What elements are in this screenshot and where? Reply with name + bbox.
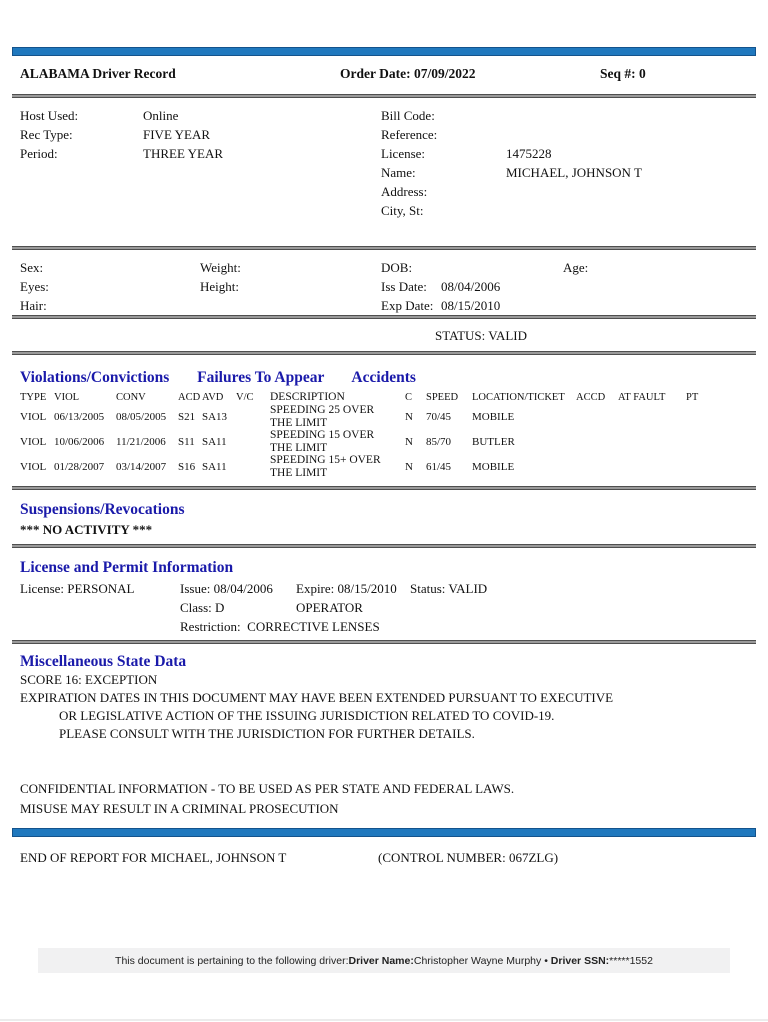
license-class [180,598,296,617]
summary-row [381,106,748,125]
footer-separator: • [541,954,551,967]
violations-table-body [20,404,748,479]
field-value: 1475228 [506,146,552,161]
heading-violations-convictions: Violations/Convictions [20,369,170,386]
summary-row [20,144,381,163]
class-value: D [215,600,225,615]
table-cell: MOBILE [472,410,515,423]
field-label: Period: [20,146,58,161]
confidential-line-1: CONFIDENTIAL INFORMATION - TO BE USED AS PER STATE AND FEDERAL LAWS. [20,781,515,796]
summary-section [0,106,768,220]
license-value: PERSONAL [67,581,135,596]
hair-label: Hair: [20,298,47,313]
table-row [20,454,748,479]
license-info-heading: License and Permit Information [20,559,234,576]
restriction [180,617,748,636]
status-label: Status: [410,581,446,596]
field-label: License: [381,146,426,161]
summary-row [381,144,748,163]
column-header: V/C [236,391,254,403]
report-header [0,66,768,84]
field-label: Host Used: [20,108,79,123]
license-status [410,579,748,598]
issue-date [180,579,296,598]
summary-row [381,163,748,182]
issue-label: Issue: [180,581,211,596]
divider [12,640,756,644]
misc-line: PLEASE CONSULT WITH THE JURISDICTION FOR FURTHER DETAILS. [59,726,475,741]
status-badge: STATUS: VALID [435,328,528,343]
summary-left [20,106,381,220]
class-description: OPERATOR [296,600,363,615]
confidential-notice [0,779,768,819]
suspensions-heading: Suspensions/Revocations [20,501,185,518]
table-cell: SA13 [202,410,228,423]
table-row [20,429,748,454]
table-cell: SPEEDING 25 OVER THE LIMIT [270,404,375,429]
table-cell: 03/14/2007 [116,460,167,473]
exp-date-label: Exp Date: [381,298,434,313]
weight-label: Weight: [200,260,241,275]
column-header: SPEED [426,391,459,403]
table-cell: 11/21/2006 [116,435,166,448]
table-row [20,404,748,429]
field-label: Reference: [381,127,438,142]
violations-headings [0,368,768,387]
column-header: PT [686,391,699,403]
column-header: ACCD [576,391,606,403]
exp-date-value: 08/15/2010 [441,298,501,313]
expire-date [296,579,410,598]
divider [12,544,756,548]
heading-accidents: Accidents [351,369,416,386]
order-date: Order Date: 07/09/2022 [340,66,476,81]
status-value: VALID [448,581,488,596]
column-header: VIOL [54,391,80,403]
field-value: FIVE YEAR [143,127,211,142]
table-cell: MOBILE [472,460,515,473]
misc-heading: Miscellaneous State Data [20,653,187,670]
field-value [506,125,748,144]
physical-section [0,258,768,315]
field-value: THREE YEAR [143,146,224,161]
end-of-report-text: END OF REPORT FOR MICHAEL, JOHNSON T [20,850,287,865]
divider [12,486,756,490]
divider [12,351,756,355]
table-cell: 10/06/2006 [54,435,105,448]
restriction-value: CORRECTIVE LENSES [247,619,380,634]
column-header: AVD [202,391,224,403]
table-cell: 01/28/2007 [54,460,105,473]
divider [12,315,756,319]
field-value [506,106,748,125]
field-label: Bill Code: [381,108,435,123]
summary-row [381,125,748,144]
license-label: License: [20,581,65,596]
table-cell: SPEEDING 15+ OVER THE LIMIT [270,454,381,479]
end-of-report [0,850,768,868]
table-cell: VIOL [20,410,47,423]
dob-label: DOB: [381,260,413,275]
table-cell: N [405,460,413,473]
summary-row [381,182,748,201]
driver-name-value: Christopher Wayne Murphy [413,954,542,967]
table-cell: S21 [178,410,196,423]
field-label: City, St: [381,203,424,218]
license-info-section [0,579,768,636]
iss-date-label: Iss Date: [381,279,427,294]
driver-footer-bar [38,948,730,973]
class-label: Class: [180,600,212,615]
driver-name-label: Driver Name: [348,954,414,967]
field-value [506,182,748,201]
table-cell: S16 [178,460,196,473]
column-header: DESCRIPTION [270,390,345,403]
misc-line: OR LEGISLATIVE ACTION OF THE ISSUING JURISDICTION RELATED TO COVID-19. [59,708,555,723]
confidential-line-2: MISUSE MAY RESULT IN A CRIMINAL PROSECUTION [20,801,339,816]
driver-ssn-label: Driver SSN: [550,954,610,967]
bottom-border [0,1019,768,1021]
table-cell: N [405,410,413,423]
table-cell: 06/13/2005 [54,410,105,423]
violations-table [0,390,768,479]
column-header: ACD [178,391,201,403]
column-header: AT FAULT [618,391,666,403]
column-header: C [405,391,413,403]
divider [12,246,756,250]
table-cell: VIOL [20,460,47,473]
field-value: MICHAEL, JOHNSON T [506,165,642,180]
divider [12,94,756,98]
summary-row [20,125,381,144]
field-value [506,201,748,220]
field-label: Name: [381,165,416,180]
table-cell: BUTLER [472,435,515,448]
misc-line: SCORE 16: EXCEPTION [20,672,158,687]
end-accent-bar [12,828,756,837]
sequence-number: Seq #: 0 [600,66,646,81]
page-title: ALABAMA Driver Record [20,66,176,81]
license-type [20,579,180,598]
driver-ssn-value: *****1552 [609,954,653,967]
summary-right [381,106,748,220]
issue-value: 08/04/2006 [213,581,273,596]
violations-table-header [20,390,748,404]
table-cell: 85/70 [426,435,452,448]
column-header: LOCATION/TICKET [472,391,565,403]
suspensions-body: *** NO ACTIVITY *** [20,522,153,537]
misc-line: EXPIRATION DATES IN THIS DOCUMENT MAY HAVE BEEN EXTENDED PURSUANT TO EXECUTIVE [20,690,614,705]
table-cell: N [405,435,413,448]
summary-row [20,106,381,125]
expire-value: 08/15/2010 [337,581,397,596]
dob-value [441,258,563,277]
footer-prefix: This document is pertaining to the following driver: [115,954,349,967]
table-cell: 61/45 [426,460,452,473]
summary-row [381,201,748,220]
table-cell: 70/45 [426,410,452,423]
iss-date-value: 08/04/2006 [441,279,501,294]
height-label: Height: [200,279,239,294]
field-label: Rec Type: [20,127,73,142]
field-value: Online [143,108,179,123]
sex-label: Sex: [20,260,44,275]
table-cell: 08/05/2005 [116,410,167,423]
column-header: CONV [116,391,146,403]
misc-lines [0,671,768,743]
field-label: Address: [381,184,428,199]
table-cell: VIOL [20,435,47,448]
age-label: Age: [563,260,589,275]
table-cell: S11 [178,435,195,448]
heading-failures-to-appear: Failures To Appear [197,369,325,386]
control-number: (CONTROL NUMBER: 067ZLG) [378,850,559,865]
table-cell: SA11 [202,435,227,448]
column-header: TYPE [20,391,47,403]
eyes-label: Eyes: [20,279,49,294]
restriction-label: Restriction: [180,619,241,634]
top-accent-bar [12,47,756,56]
table-cell: SPEEDING 15 OVER THE LIMIT [270,429,375,454]
expire-label: Expire: [296,581,335,596]
table-cell: SA11 [202,460,227,473]
